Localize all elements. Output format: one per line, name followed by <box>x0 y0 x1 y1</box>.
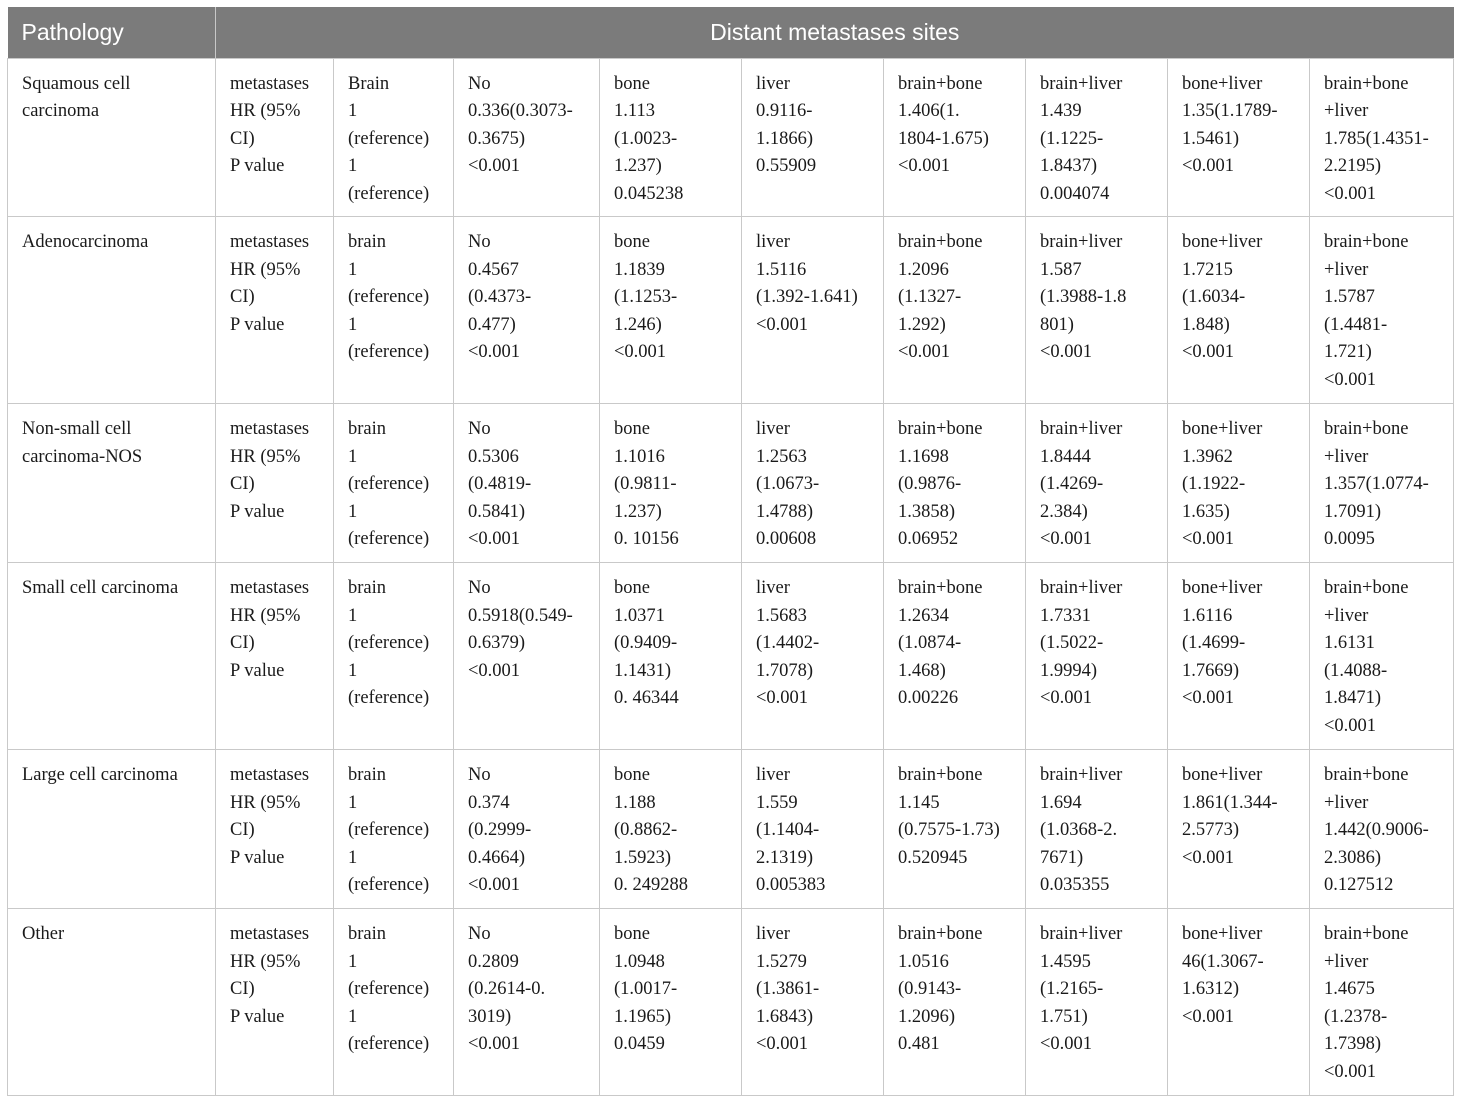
table-cell: brain+bone 1.1698 (0.9876- 1.3858) 0.06952 <box>884 404 1026 563</box>
table-cell: brain 1 (reference) 1 (reference) <box>334 750 454 909</box>
table-cell: brain+bone 1.2634 (1.0874- 1.468) 0.00226 <box>884 563 1026 750</box>
table-cell: liver 1.5279 (1.3861- 1.6843) <0.001 <box>742 909 884 1096</box>
table-cell: brain+bone 1.0516 (0.9143- 1.2096) 0.481 <box>884 909 1026 1096</box>
table-cell: liver 1.2563 (1.0673- 1.4788) 0.00608 <box>742 404 884 563</box>
table-cell: bone+liver 1.35(1.1789- 1.5461) <0.001 <box>1168 58 1310 217</box>
table-cell: brain+bone +liver 1.6131 (1.4088- 1.8471) <0.001 <box>1310 563 1454 750</box>
pathology-cell: Small cell carcinoma <box>8 563 216 750</box>
table-cell: metastases HR (95% CI) P value <box>216 909 334 1096</box>
table-cell: liver 0.9116- 1.1866) 0.55909 <box>742 58 884 217</box>
table-cell: bone 1.0948 (1.0017- 1.1965) 0.0459 <box>600 909 742 1096</box>
table-row <box>8 217 1454 404</box>
table-cell: brain+bone 1.145 (0.7575-1.73) 0.520945 <box>884 750 1026 909</box>
table-row <box>8 750 1454 909</box>
table-cell: brain+bone +liver 1.357(1.0774- 1.7091) 0.0095 <box>1310 404 1454 563</box>
table-cell: bone 1.113 (1.0023- 1.237) 0.045238 <box>600 58 742 217</box>
table-cell: No 0.5918(0.549- 0.6379) <0.001 <box>454 563 600 750</box>
table-cell: brain+bone 1.2096 (1.1327- 1.292) <0.001 <box>884 217 1026 404</box>
table-cell: brain+liver 1.4595 (1.2165- 1.751) <0.001 <box>1026 909 1168 1096</box>
table-cell: liver 1.5683 (1.4402- 1.7078) <0.001 <box>742 563 884 750</box>
table-cell: bone+liver 1.3962 (1.1922- 1.635) <0.001 <box>1168 404 1310 563</box>
header-row <box>8 7 1454 58</box>
table-cell: No 0.374 (0.2999- 0.4664) <0.001 <box>454 750 600 909</box>
table-cell: brain+bone +liver 1.4675 (1.2378- 1.7398) <0.001 <box>1310 909 1454 1096</box>
table-cell: brain 1 (reference) 1 (reference) <box>334 563 454 750</box>
table-cell: brain+bone +liver 1.442(0.9006- 2.3086) 0.127512 <box>1310 750 1454 909</box>
table-cell: No 0.2809 (0.2614-0. 3019) <0.001 <box>454 909 600 1096</box>
table-cell: metastases HR (95% CI) P value <box>216 58 334 217</box>
table-cell: No 0.5306 (0.4819- 0.5841) <0.001 <box>454 404 600 563</box>
table-cell: bone+liver 1.7215 (1.6034- 1.848) <0.001 <box>1168 217 1310 404</box>
table-cell: brain+bone +liver 1.5787 (1.4481- 1.721) <0.001 <box>1310 217 1454 404</box>
table-cell: brain+liver 1.439 (1.1225- 1.8437) 0.004074 <box>1026 58 1168 217</box>
table-cell: brain+liver 1.8444 (1.4269- 2.384) <0.001 <box>1026 404 1168 563</box>
table-cell: No 0.4567 (0.4373- 0.477) <0.001 <box>454 217 600 404</box>
table-cell: liver 1.5116 (1.392-1.641) <0.001 <box>742 217 884 404</box>
distant-metastases-sites-header: Distant metastases sites <box>216 7 1454 58</box>
table-cell: brain 1 (reference) 1 (reference) <box>334 404 454 563</box>
table-cell: bone 1.0371 (0.9409- 1.1431) 0. 46344 <box>600 563 742 750</box>
table-cell: liver 1.559 (1.1404- 2.1319) 0.005383 <box>742 750 884 909</box>
table-row <box>8 563 1454 750</box>
table-cell: brain 1 (reference) 1 (reference) <box>334 909 454 1096</box>
pathology-cell: Squamous cell carcinoma <box>8 58 216 217</box>
pathology-cell: Large cell carcinoma <box>8 750 216 909</box>
table-cell: brain+bone +liver 1.785(1.4351- 2.2195) <0.001 <box>1310 58 1454 217</box>
table-cell: metastases HR (95% CI) P value <box>216 563 334 750</box>
table-cell: No 0.336(0.3073- 0.3675) <0.001 <box>454 58 600 217</box>
pathology-cell: Adenocarcinoma <box>8 217 216 404</box>
table-cell: Brain 1 (reference) 1 (reference) <box>334 58 454 217</box>
table-row <box>8 909 1454 1096</box>
table-cell: bone 1.1016 (0.9811- 1.237) 0. 10156 <box>600 404 742 563</box>
table-cell: bone+liver 1.861(1.344- 2.5773) <0.001 <box>1168 750 1310 909</box>
table-cell: brain+liver 1.694 (1.0368-2. 7671) 0.035355 <box>1026 750 1168 909</box>
table-cell: brain 1 (reference) 1 (reference) <box>334 217 454 404</box>
pathology-cell: Other <box>8 909 216 1096</box>
table-cell: bone 1.188 (0.8862- 1.5923) 0. 249288 <box>600 750 742 909</box>
table-cell: metastases HR (95% CI) P value <box>216 750 334 909</box>
table-cell: bone+liver 46(1.3067- 1.6312) <0.001 <box>1168 909 1310 1096</box>
table-row <box>8 404 1454 563</box>
table-cell: brain+bone 1.406(1. 1804-1.675) <0.001 <box>884 58 1026 217</box>
metastases-hr-table <box>7 7 1454 1096</box>
table-cell: metastases HR (95% CI) P value <box>216 217 334 404</box>
table-cell: brain+liver 1.587 (1.3988-1.8 801) <0.001 <box>1026 217 1168 404</box>
pathology-header: Pathology <box>8 7 216 58</box>
table-row <box>8 58 1454 217</box>
table-cell: bone+liver 1.6116 (1.4699- 1.7669) <0.001 <box>1168 563 1310 750</box>
table-cell: brain+liver 1.7331 (1.5022- 1.9994) <0.001 <box>1026 563 1168 750</box>
table-cell: bone 1.1839 (1.1253- 1.246) <0.001 <box>600 217 742 404</box>
pathology-cell: Non-small cell carcinoma-NOS <box>8 404 216 563</box>
table-cell: metastases HR (95% CI) P value <box>216 404 334 563</box>
